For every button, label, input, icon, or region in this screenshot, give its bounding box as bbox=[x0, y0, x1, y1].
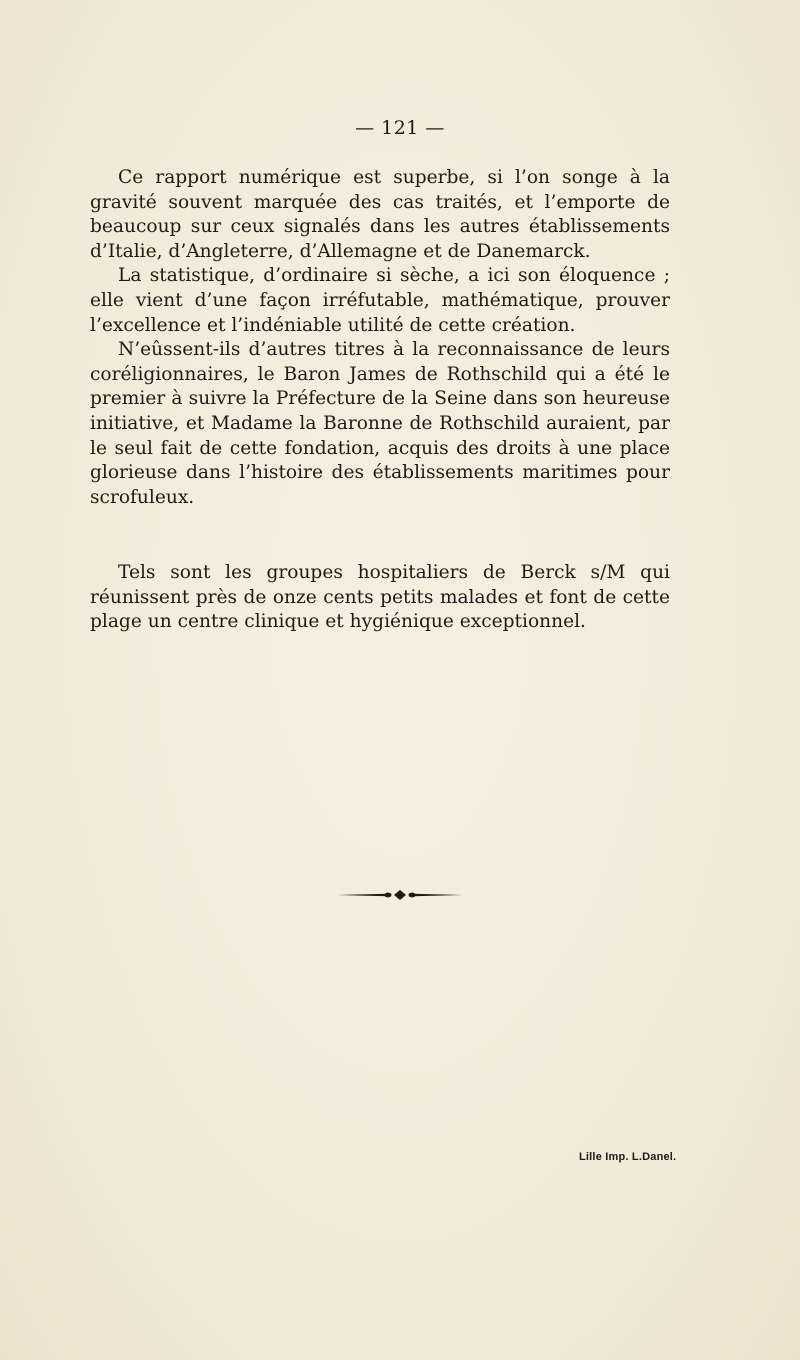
paragraph: La statistique, d’ordinaire si sèche, a ici son éloquence ; elle vient d’une façon irréfutable, mathématique, prouver l’excellence et l’indéniable utilité de cette création. bbox=[90, 265, 670, 336]
page-number: — 121 — bbox=[355, 117, 445, 139]
paragraph: Ce rapport numérique est superbe, si l’on songe à la gravité souvent marquée des cas traités, et l’emporte de beaucoup sur ceux signalés dans les autres établissements d’Italie, d’Angleterre, d’Allemagne et de Danemarck. bbox=[90, 167, 670, 262]
paragraph: N’eûssent-ils d’autres titres à la reconnaissance de leurs coréligionnaires, le Baron James de Rothschild qui a été le premier à suivre la Préfecture de la Seine dans son heureuse initiative, et Madame la Baronne de Rothschild auraient, par le seul fait de cette fondation, acquis des droits à une place glorieuse dans l’histoire des établissements maritimes pour scrofuleux. bbox=[90, 339, 670, 508]
printer-imprint: Lille Imp. L.Danel. bbox=[579, 1151, 677, 1163]
text-block-bottom bbox=[90, 561, 670, 635]
text-block-top bbox=[90, 166, 670, 510]
paragraph: Tels sont les groupes hospitaliers de Berck s/M qui réunissent près de onze cents petits malades et font de cette plage un centre clinique et hygiénique exceptionnel. bbox=[90, 562, 670, 633]
diamond-rule-ornament-icon bbox=[0, 888, 800, 902]
